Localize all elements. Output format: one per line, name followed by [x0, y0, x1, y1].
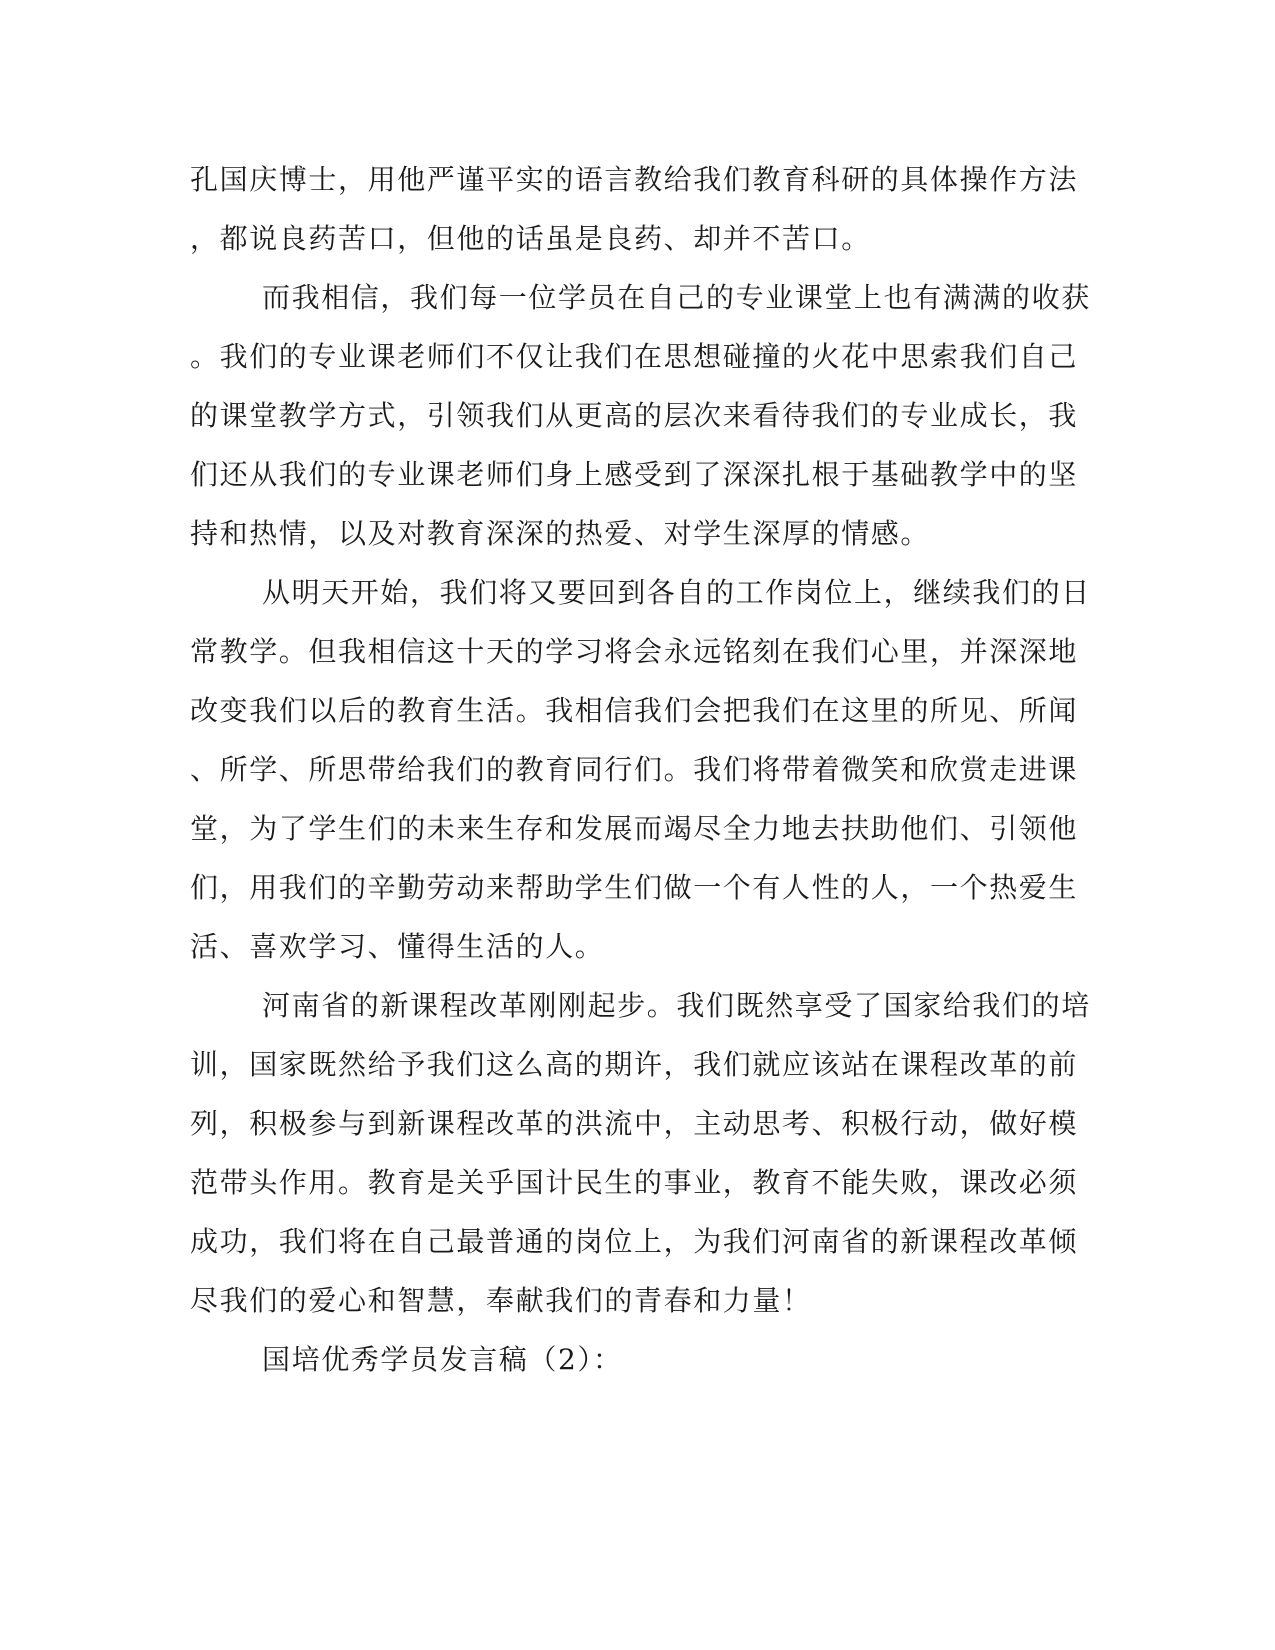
text-line: 们还从我们的专业课老师们身上感受到了深深扎根于基础教学中的坚: [190, 458, 1079, 491]
text-line: 持和热情，以及对教育深深的热爱、对学生深厚的情感。: [190, 517, 931, 550]
text-line: 范带头作用。教育是关乎国计民生的事业，教育不能失败，课改必须: [190, 1166, 1079, 1199]
text-line: 列，积极参与到新课程改革的洪流中，主动思考、积极行动，做好模: [190, 1107, 1079, 1140]
text-line: 常教学。但我相信这十天的学习将会永远铭刻在我们心里，并深深地: [190, 635, 1079, 668]
text-line: 活、喜欢学习、懂得生活的人。: [190, 930, 605, 963]
text-line: 。我们的专业课老师们不仅让我们在思想碰撞的火花中思索我们自己: [190, 340, 1079, 373]
text-line: 成功，我们将在自己最普通的岗位上，为我们河南省的新课程改革倾: [190, 1225, 1079, 1258]
text-line: 改变我们以后的教育生活。我相信我们会把我们在这里的所见、所闻: [190, 694, 1079, 727]
text-line: 、所学、所思带给我们的教育同行们。我们将带着微笑和欣赏走进课: [190, 753, 1079, 786]
text-line: 们，用我们的辛勤劳动来帮助学生们做一个有人性的人，一个热爱生: [190, 871, 1079, 904]
text-line: ，都说良药苦口，但他的话虽是良药、却并不苦口。: [190, 222, 871, 255]
paragraph-start-line: 而我相信，我们每一位学员在自己的专业课堂上也有满满的收获: [262, 281, 1091, 314]
section-heading: 国培优秀学员发言稿（2）：: [262, 1343, 623, 1376]
text-line: 的课堂教学方式，引领我们从更高的层次来看待我们的专业成长，我: [190, 399, 1079, 432]
text-line: 孔国庆博士，用他严谨平实的语言教给我们教育科研的具体操作方法: [190, 163, 1079, 196]
paragraph-start-line: 从明天开始，我们将又要回到各自的工作岗位上，继续我们的日: [262, 576, 1091, 609]
text-line: 堂，为了学生们的未来生存和发展而竭尽全力地去扶助他们、引领他: [190, 812, 1079, 845]
text-line: 尽我们的爱心和智慧，奉献我们的青春和力量！: [190, 1284, 812, 1317]
paragraph-start-line: 河南省的新课程改革刚刚起步。我们既然享受了国家给我们的培: [262, 989, 1091, 1022]
text-line: 训，国家既然给予我们这么高的期许，我们就应该站在课程改革的前: [190, 1048, 1079, 1081]
